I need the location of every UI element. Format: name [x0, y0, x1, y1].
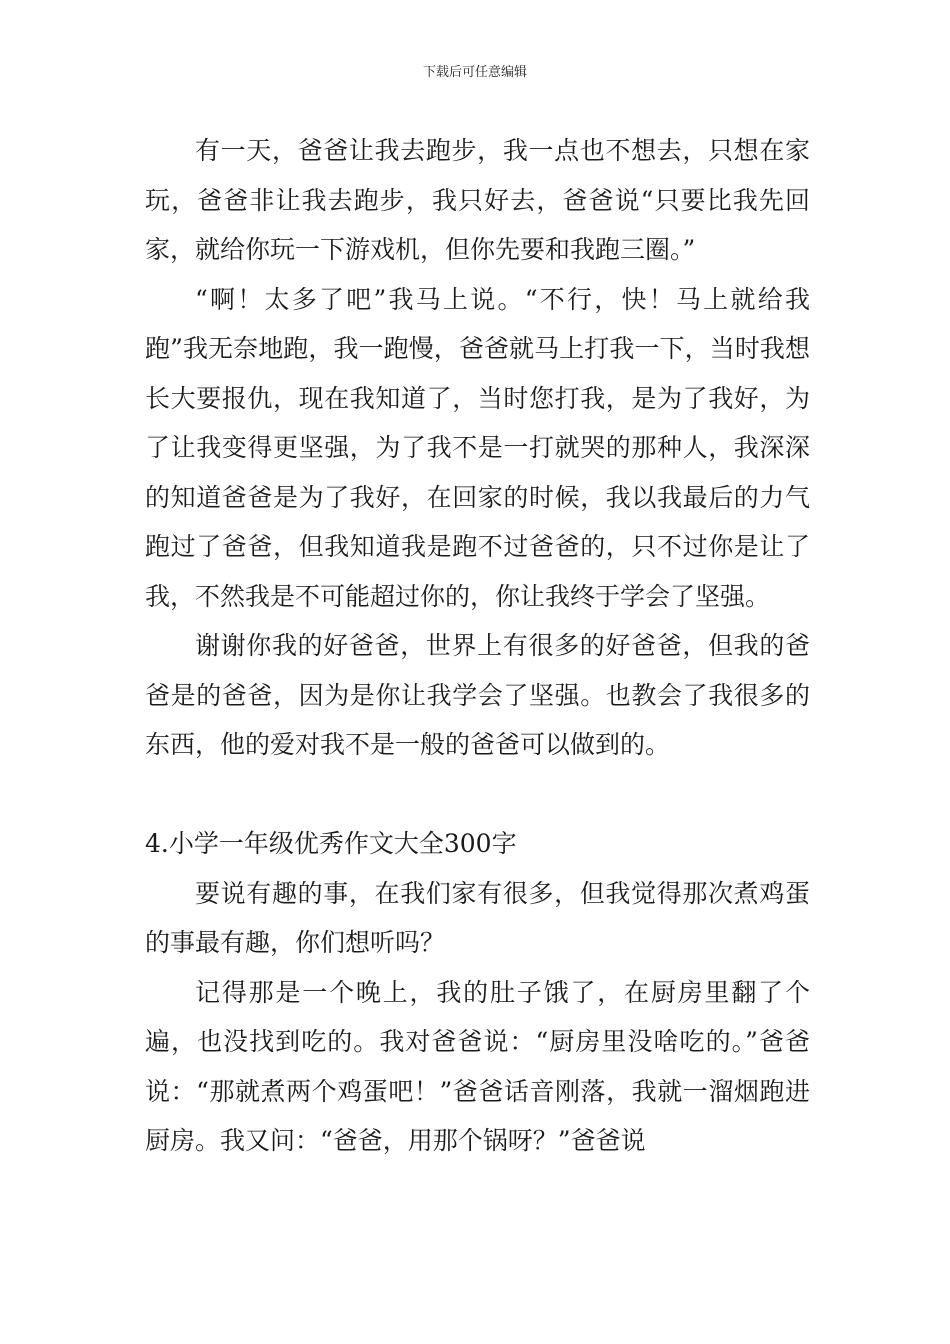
paragraph: 要说有趣的事，在我们家有很多，但我觉得那次煮鸡蛋的事最有趣，你们想听吗？ [145, 878, 810, 957]
paragraph: 有一天，爸爸让我去跑步，我一点也不想去，只想在家玩，爸爸非让我去跑步，我只好去，爸爸说“只要比我先回家，就给你玩一下游戏机，但你先要和我跑三圈。” [145, 136, 810, 264]
document-body [145, 126, 810, 1166]
paragraph: “啊！太多了吧”我马上说。“不行，快！马上就给我跑”我无奈地跑，我一跑慢，爸爸就马上打我一下，当时我想长大要报仇，现在我知道了，当时您打我，是为了我好，为了让我变得更坚强，为了我不是一打就哭的那种人，我深深的知道爸爸是为了我好，在回家的时候，我以我最后的力气跑过了爸爸，但我知道我是跑不过爸爸的，只不过你是让了我，不然我是不可能超过你的，你让我终于学会了坚强。 [145, 284, 810, 611]
section-heading: 4.小学一年级优秀作文大全300字 [145, 829, 517, 858]
paragraph: 记得那是一个晚上，我的肚子饿了，在厨房里翻了个遍，也没找到吃的。我对爸爸说：“厨房里没啥吃的。”爸爸说：“那就煮两个鸡蛋吧！”爸爸话音刚落，我就一溜烟跑进厨房。我又问：“爸爸，用那个锅呀？”爸爸说 [145, 977, 810, 1155]
paragraph: 谢谢你我的好爸爸，世界上有很多的好爸爸，但我的爸爸是的爸爸，因为是你让我学会了坚强。也教会了我很多的东西，他的爱对我不是一般的爸爸可以做到的。 [145, 631, 810, 759]
page-header: 下载后可任意编辑 [422, 65, 527, 80]
